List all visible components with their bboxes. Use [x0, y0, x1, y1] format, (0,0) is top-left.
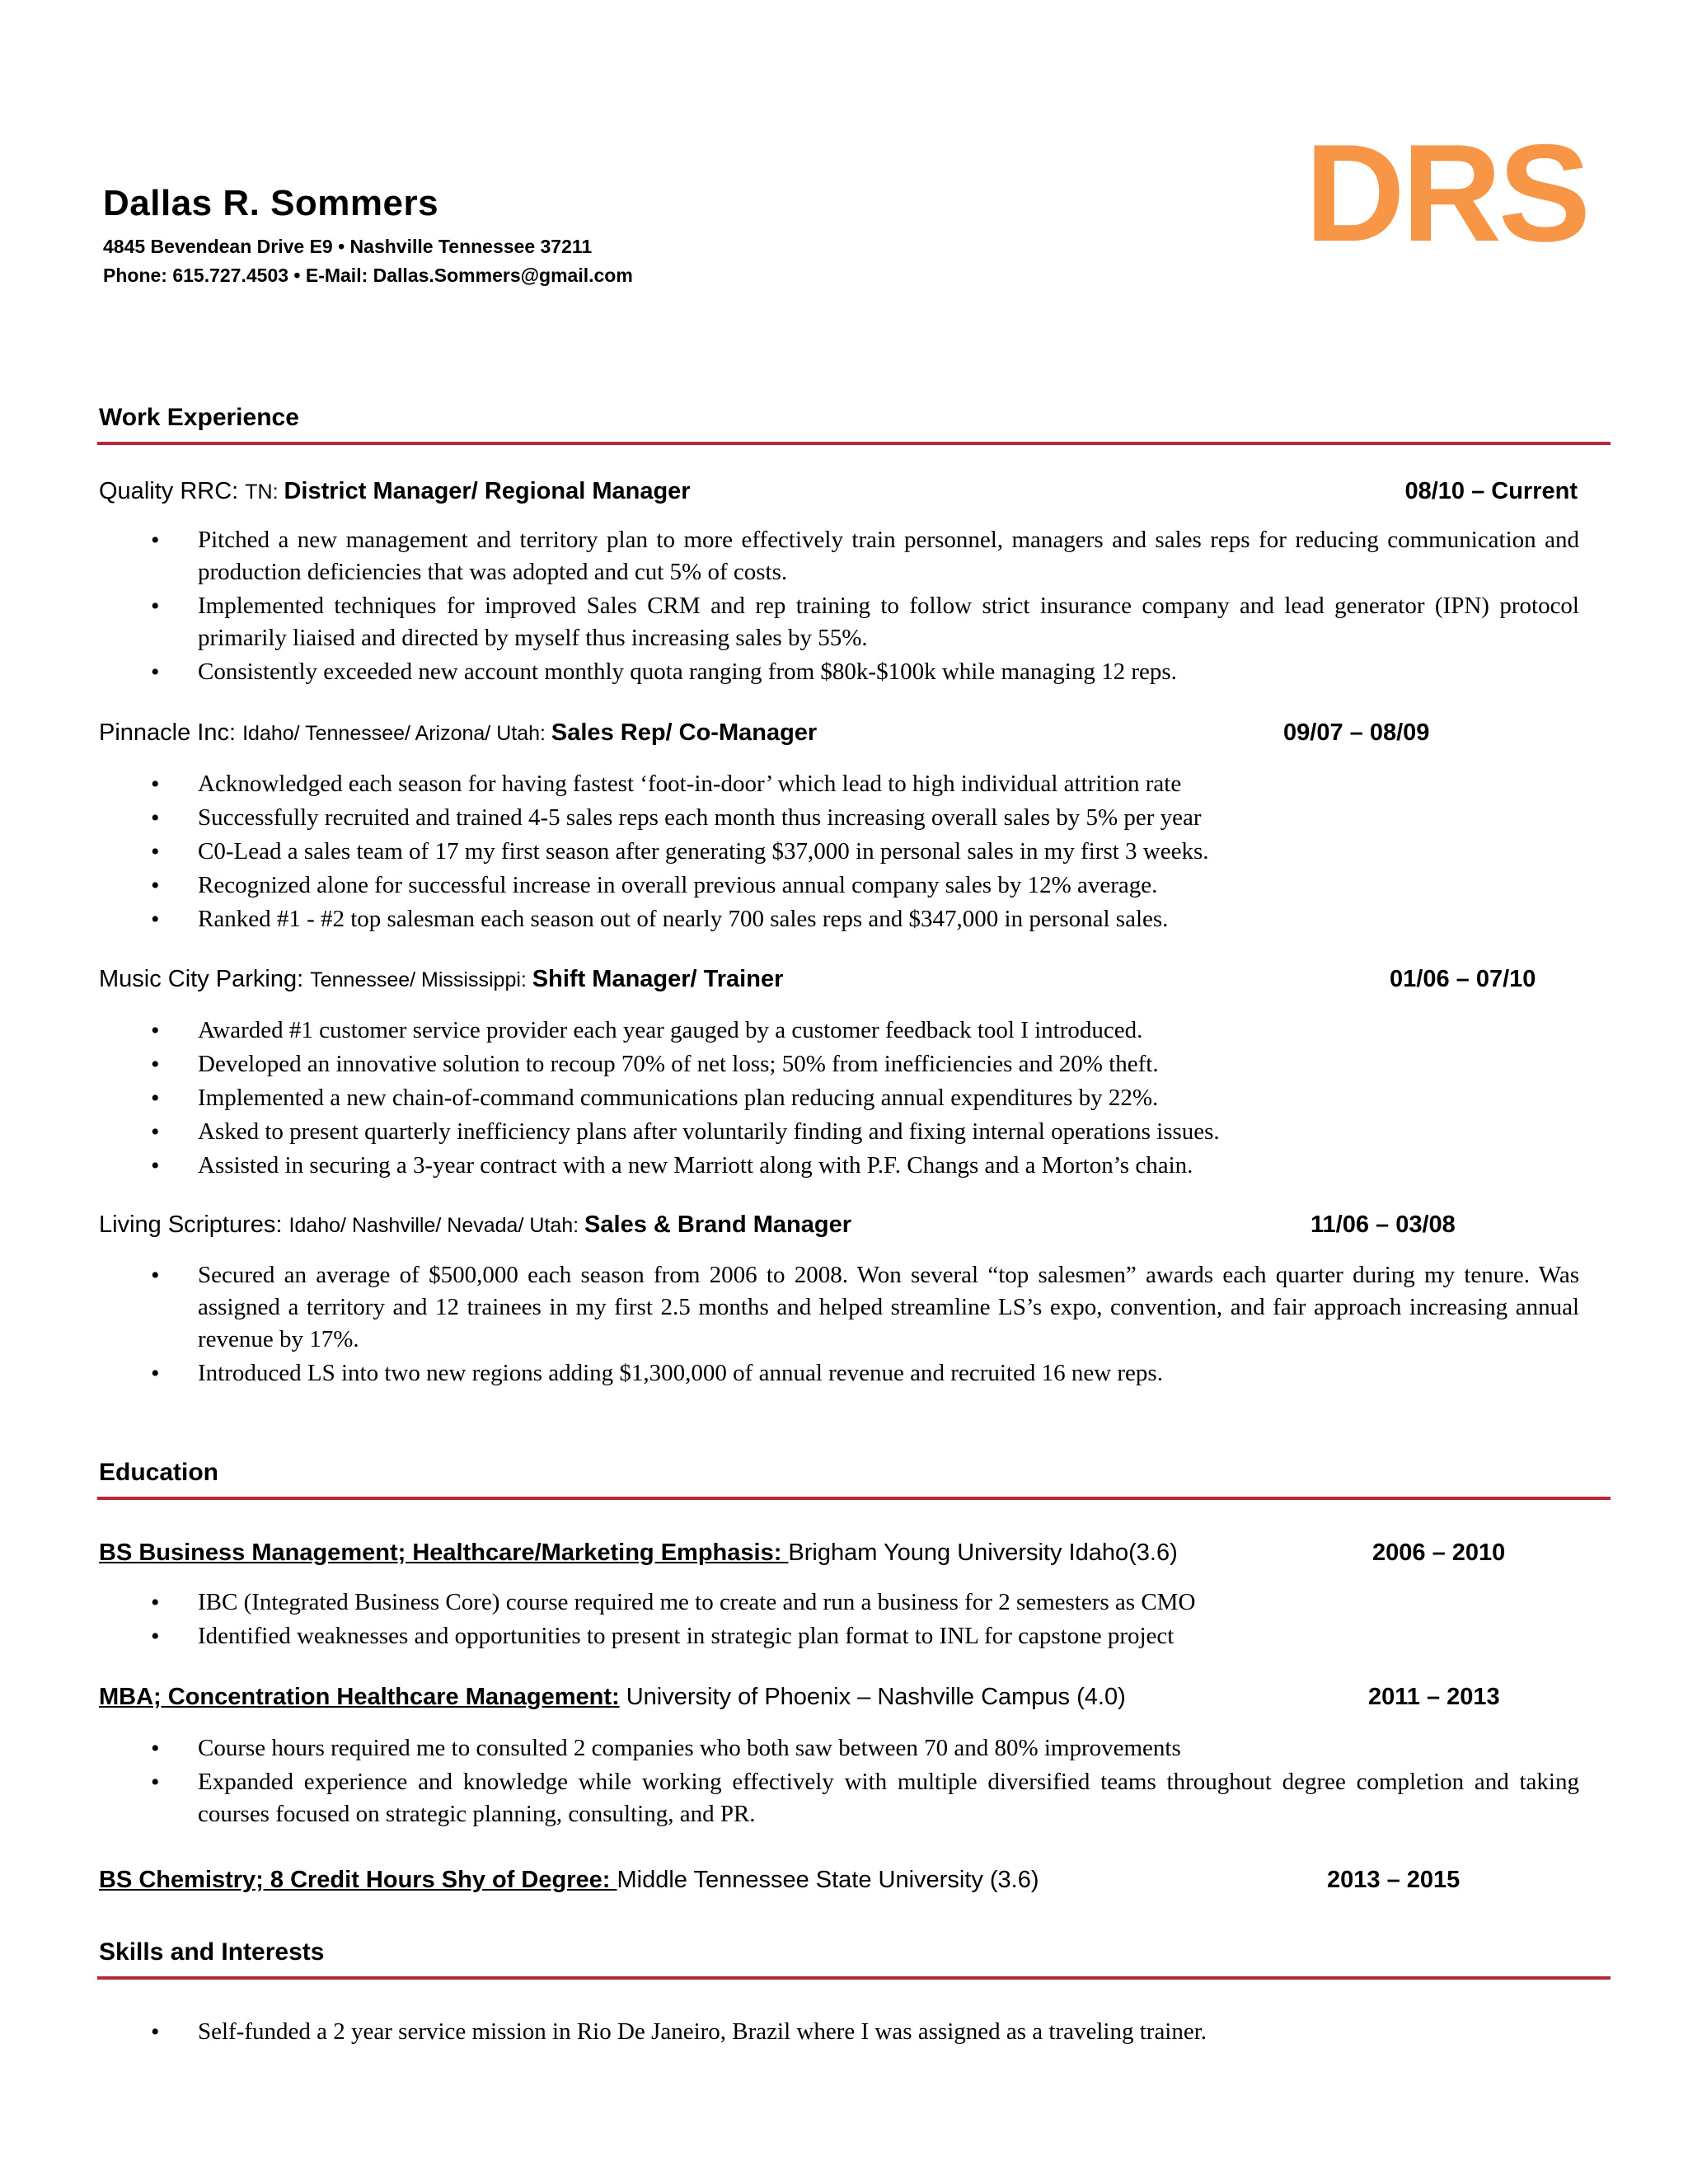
degree-title: BS Business Management; Healthcare/Marketing Emphasis: — [99, 1540, 789, 1566]
job-header — [99, 478, 691, 505]
skills-bullets — [148, 2016, 1579, 2050]
section-title: Education — [99, 1459, 219, 1486]
job-header — [99, 719, 817, 747]
degree-header — [99, 1867, 1039, 1894]
degree-bullets — [148, 1732, 1579, 1832]
list-item: • Implemented a new chain-of-command communications plan reducing annual expenditures by 22%. — [148, 1082, 1579, 1114]
degree-dates: 2006 – 2010 — [1372, 1540, 1506, 1566]
section-work-experience — [97, 404, 1611, 445]
monogram-logo: DRS — [1305, 115, 1587, 270]
list-item: • Recognized alone for successful increase in overall previous annual company sales by 12% average. — [148, 869, 1579, 902]
section-divider — [97, 442, 1611, 445]
degree-school: University of Phoenix – Nashville Campus (4.0) — [619, 1684, 1126, 1710]
list-item: • Implemented techniques for improved Sales CRM and rep training to follow strict insurance company and lead generator (IPN) protocol primarily liaised and directed by myself thus increasing sales by 55%. — [148, 590, 1579, 654]
degree-header — [99, 1540, 1178, 1567]
job-dates: 01/06 – 07/10 — [1390, 966, 1536, 992]
section-skills — [97, 1938, 1611, 1980]
list-item: • Asked to present quarterly inefficiency plans after voluntarily finding and fixing internal operations issues. — [148, 1116, 1579, 1148]
job-org: Pinnacle Inc: — [99, 719, 243, 746]
list-item: • Awarded #1 customer service provider each year gauged by a customer feedback tool I introduced. — [148, 1015, 1579, 1047]
job-header — [99, 1212, 851, 1239]
list-item: • Self-funded a 2 year service mission in Rio De Janeiro, Brazil where I was assigned as a traveling trainer. — [148, 2016, 1579, 2048]
degree-school: Middle Tennessee State University (3.6) — [617, 1867, 1039, 1893]
job-org: Music City Parking: — [99, 966, 311, 992]
list-item: • Developed an innovative solution to recoup 70% of net loss; 50% from inefficiencies and 20% theft. — [148, 1048, 1579, 1080]
job-location: Tennessee/ Mississippi: — [310, 968, 532, 991]
list-item: • Consistently exceeded new account monthly quota ranging from $80k-$100k while managing 12 reps. — [148, 656, 1579, 688]
degree-title: MBA; Concentration Healthcare Management: — [99, 1684, 620, 1710]
degree-bullets — [148, 1586, 1579, 1654]
contact-line: Phone: 615.727.4503 • E-Mail: Dallas.Sommers@gmail.com — [103, 265, 633, 286]
job-location: Idaho/ Tennessee/ Arizona/ Utah: — [242, 722, 551, 745]
resume-name: Dallas R. Sommers — [103, 183, 439, 223]
job-dates: 09/07 – 08/09 — [1283, 719, 1430, 746]
address-line: 4845 Bevendean Drive E9 • Nashville Tennessee 37211 — [103, 236, 593, 257]
job-role: Sales Rep/ Co-Manager — [551, 719, 818, 746]
list-item: • Expanded experience and knowledge while working effectively with multiple diversified teams throughout degree completion and taking courses focused on strategic planning, consulting, and PR. — [148, 1766, 1579, 1830]
list-item: • C0-Lead a sales team of 17 my first season after generating $37,000 in personal sales in my first 3 weeks. — [148, 836, 1579, 868]
job-bullets — [148, 1015, 1579, 1183]
job-org: Living Scriptures: — [99, 1212, 289, 1238]
list-item: • Secured an average of $500,000 each season from 2006 to 2008. Won several “top salesmen” awards each quarter during my tenure. Was assigned a territory and 12 trainees in my first 2.5 months and helped streamline LS’s expo, convention, and fair approach increasing annual revenue by 17%. — [148, 1259, 1579, 1356]
job-header — [99, 966, 783, 993]
list-item: • IBC (Integrated Business Core) course required me to create and run a business for 2 semesters as CMO — [148, 1586, 1579, 1619]
job-location: Idaho/ Nashville/ Nevada/ Utah: — [288, 1214, 585, 1237]
job-dates: 08/10 – Current — [1404, 478, 1578, 504]
job-role: Shift Manager/ Trainer — [532, 966, 784, 992]
section-divider — [97, 1976, 1611, 1980]
list-item: • Assisted in securing a 3-year contract with a new Marriott along with P.F. Changs and a Morton’s chain. — [148, 1150, 1579, 1182]
section-title: Skills and Interests — [99, 1938, 325, 1966]
list-item: • Introduced LS into two new regions adding $1,300,000 of annual revenue and recruited 16 new reps. — [148, 1357, 1579, 1390]
section-education — [97, 1459, 1611, 1500]
list-item: • Ranked #1 - #2 top salesman each season out of nearly 700 sales reps and $347,000 in personal sales. — [148, 903, 1579, 935]
list-item: • Acknowledged each season for having fastest ‘foot-in-door’ which lead to high individual attrition rate — [148, 768, 1579, 800]
job-bullets — [148, 1259, 1579, 1391]
job-dates: 11/06 – 03/08 — [1311, 1212, 1456, 1238]
degree-title: BS Chemistry; 8 Credit Hours Shy of Degree: — [99, 1867, 617, 1893]
degree-header — [99, 1684, 1126, 1711]
list-item: • Pitched a new management and territory plan to more effectively train personnel, managers and sales reps for reducing communication and production deficiencies that was adopted and cut 5% of costs. — [148, 524, 1579, 588]
job-role: Sales & Brand Manager — [584, 1212, 851, 1238]
job-bullets — [148, 768, 1579, 937]
list-item: • Course hours required me to consulted 2 companies who both saw between 70 and 80% improvements — [148, 1732, 1579, 1765]
job-org: Quality RRC: — [99, 478, 246, 504]
list-item: • Identified weaknesses and opportunities to present in strategic plan format to INL for capstone project — [148, 1620, 1579, 1652]
section-divider — [97, 1497, 1611, 1500]
degree-dates: 2011 – 2013 — [1368, 1684, 1500, 1710]
section-title: Work Experience — [99, 404, 299, 431]
job-role: District Manager/ Regional Manager — [284, 478, 691, 504]
list-item: • Successfully recruited and trained 4-5 sales reps each month thus increasing overall sales by 5% per year — [148, 802, 1579, 834]
job-bullets — [148, 524, 1579, 690]
degree-school: Brigham Young University Idaho(3.6) — [788, 1540, 1178, 1566]
degree-dates: 2013 – 2015 — [1327, 1867, 1461, 1893]
job-location: TN: — [245, 480, 284, 504]
